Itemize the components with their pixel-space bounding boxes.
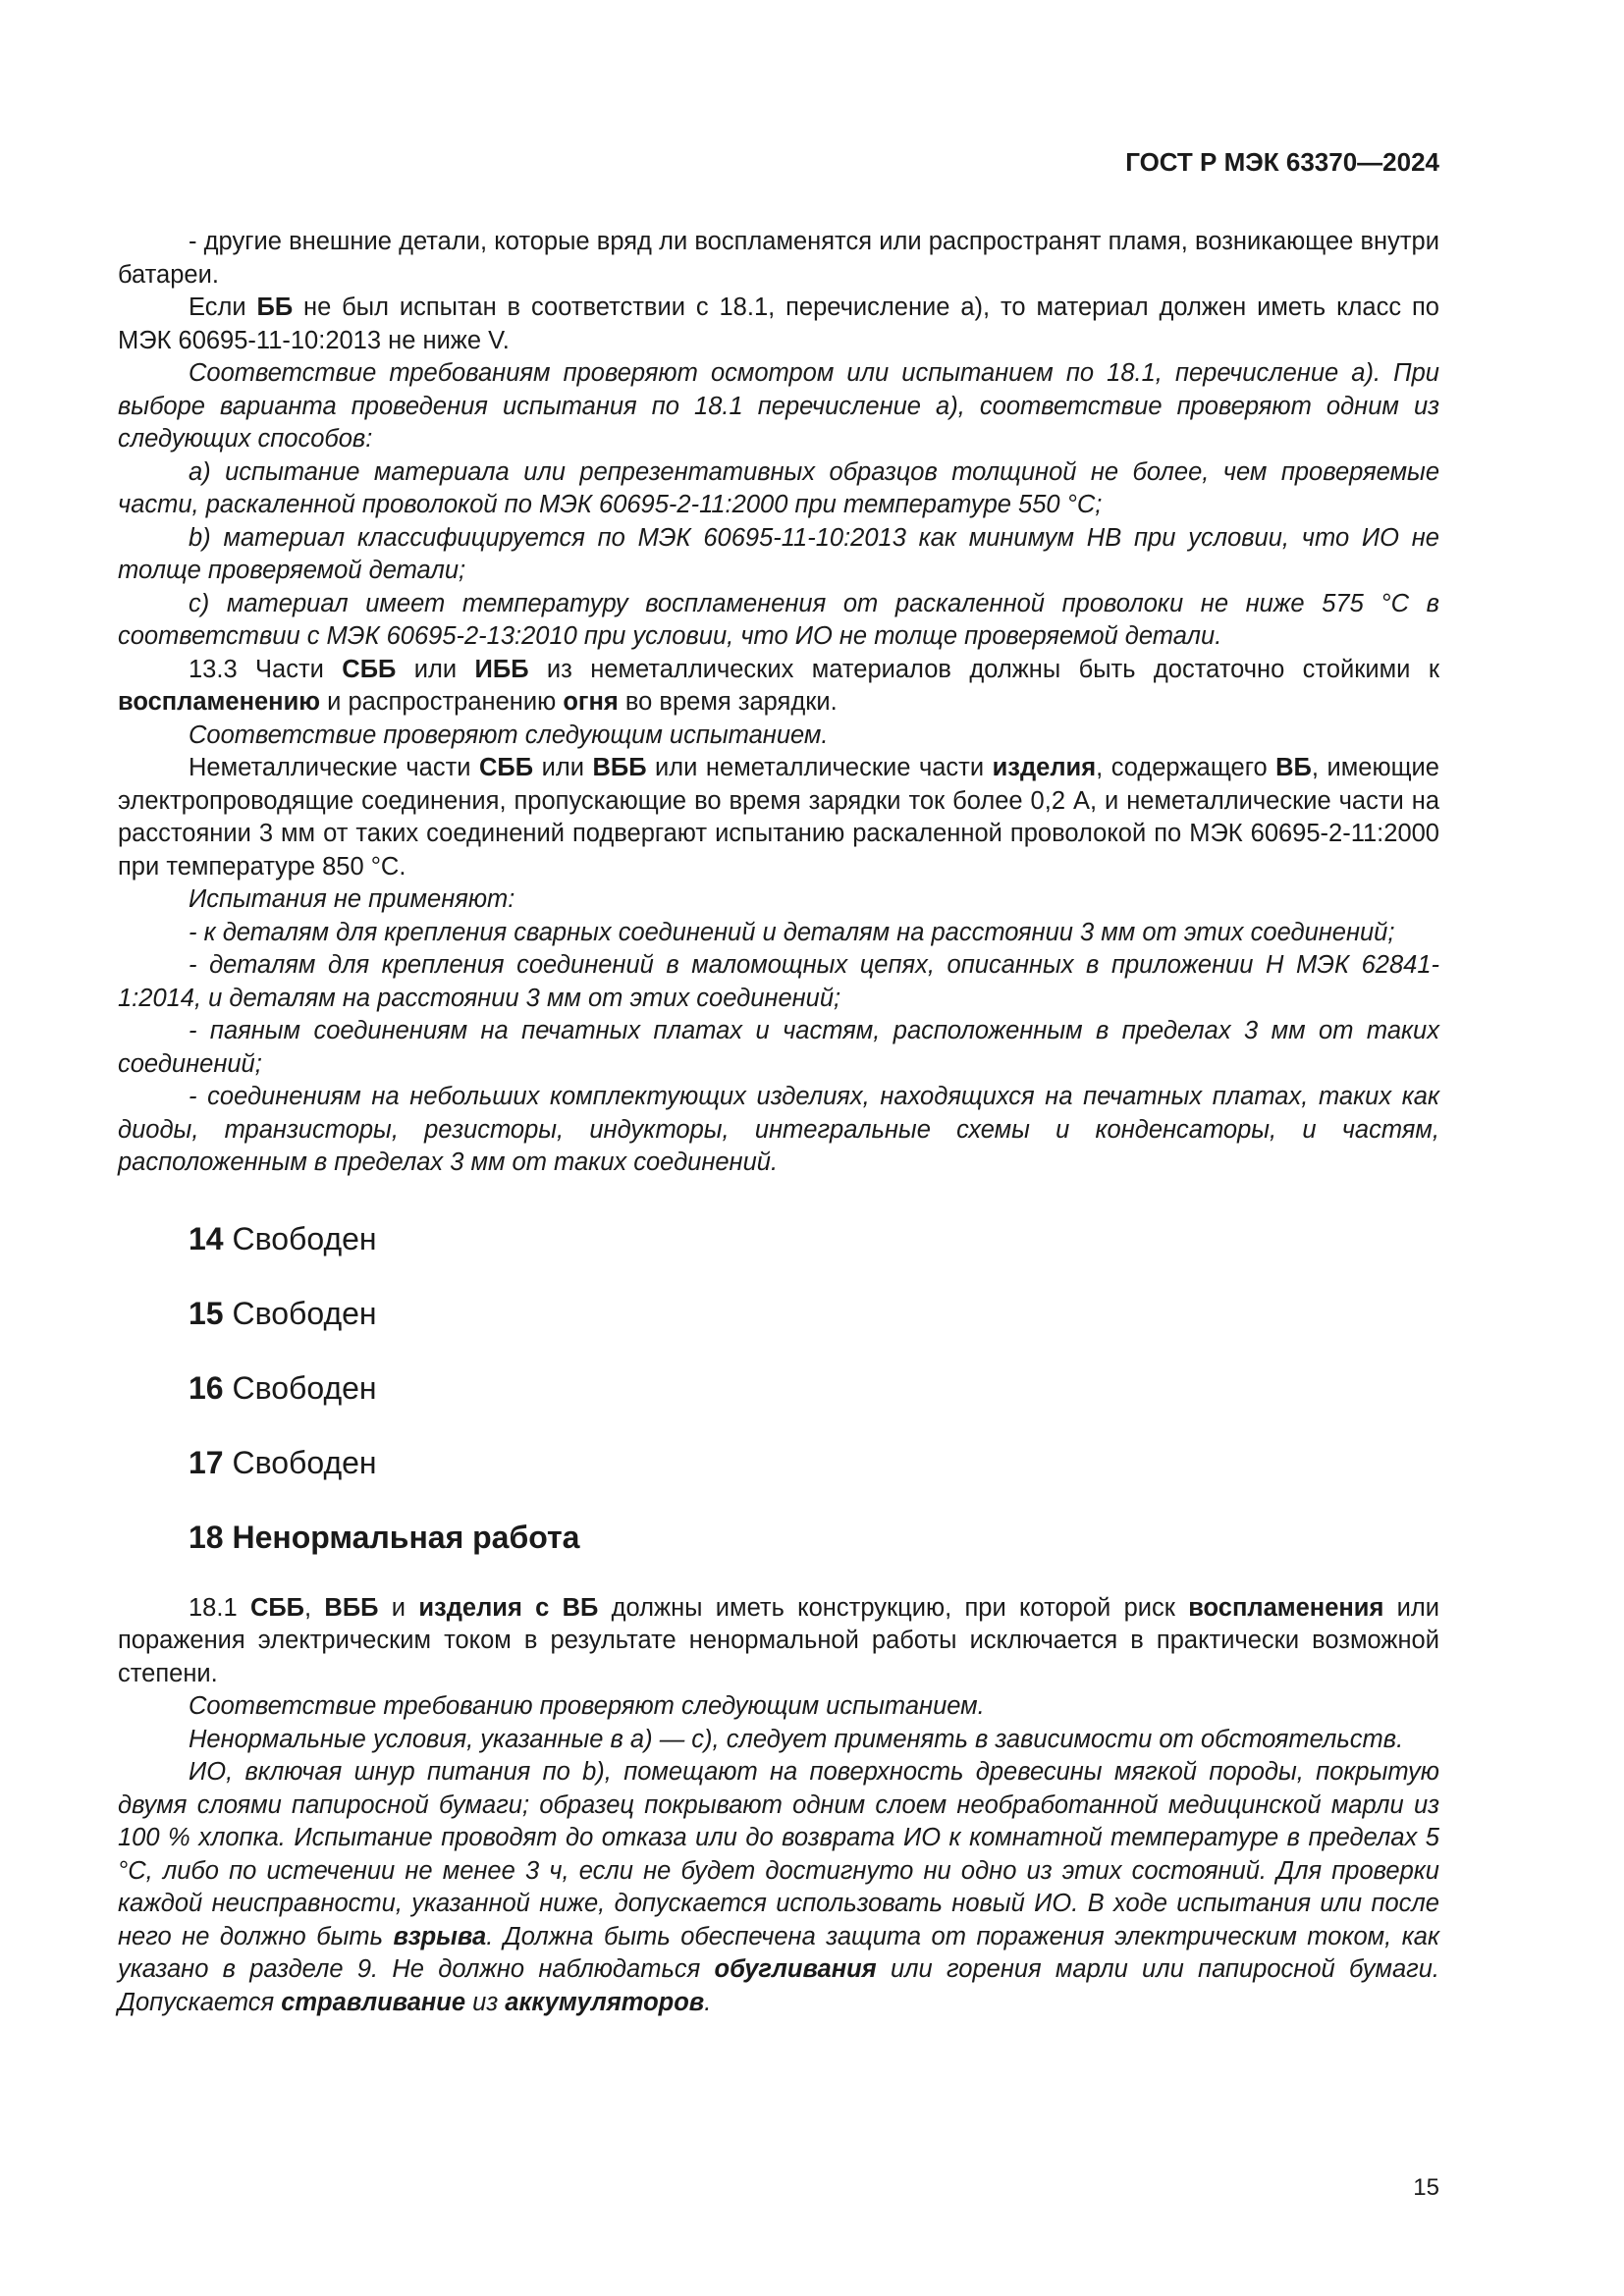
section-heading-14: [189, 1219, 1439, 1258]
text-run: , содержащего: [1096, 754, 1276, 781]
bold-term: аккумуляторов: [505, 1988, 705, 2016]
section-heading-15: [189, 1294, 1439, 1333]
text-run: или поражения электрическим током в результате ненормальной работы исключается в практически возможной степени.: [118, 1593, 1440, 1687]
paragraph: [118, 654, 1439, 720]
section-heading-18: [189, 1518, 1439, 1557]
section-number: 17: [189, 1444, 224, 1480]
text-run: Ненормальные условия, указанные в a) — c), следует применять в зависимости от обстоятельств.: [189, 1725, 1404, 1753]
bold-term: стравливание: [281, 1988, 466, 2016]
section-title: Свободен: [232, 1369, 377, 1406]
bold-term: огня: [563, 688, 619, 716]
section-number: 16: [189, 1369, 224, 1406]
text-run: не был испытан в соответствии с 18.1, перечисление a), то материал должен иметь класс по МЭК 60695-11-10:2013 не ниже V.: [118, 294, 1439, 354]
text-run: ИО, включая шнур питания по b), помещают на поверхность древесины мягкой породы, покрытую двумя слоями папиросной бумаги; образец покрывают одним слоем необработанной медицинской марли из 100 % хлопка. Испытание проводят до отказа или до возврата ИО к комнатной температуре в пределах 5 °C, либо по истечении не менее 3 ч, если не будет достигнуто ни одно из этих состояний. Для проверки каждой неисправности, указанной ниже, допускается использовать новый ИО. В ходе испытания или после него не должно быть: [118, 1758, 1439, 1950]
text-run: c) материал имеет температуру воспламенения от раскаленной проволоки не ниже 575 °C в соответствии с МЭК 60695-2-13:2010 при условии, что ИО не толще проверяемой детали.: [118, 589, 1439, 650]
section-heading-17: [189, 1443, 1439, 1482]
text-run: - паяным соединениям на печатных платах и частям, расположенным в пределах 3 мм от таких соединений;: [118, 1017, 1439, 1078]
bold-term: ББ: [256, 294, 294, 321]
text-run: или горения марли или папиросной бумаги. Допускается: [118, 1955, 1440, 2016]
bold-term: СББ: [249, 1593, 305, 1622]
paragraph: [118, 522, 1439, 588]
paragraph: [118, 1592, 1439, 1691]
text-run: Если: [189, 294, 257, 321]
text-run: - деталям для крепления соединений в маломощных цепях, описанных в приложении Н МЭК 62841-1:2014, и деталям на расстоянии 3 мм от этих соединений;: [118, 951, 1439, 1012]
bold-term: ВББ: [592, 754, 647, 781]
text-run: 13.3 Части: [189, 655, 343, 683]
paragraphs-top: [118, 226, 1439, 1180]
bold-term: ИББ: [474, 655, 529, 683]
text-run: Соответствие требованию проверяют следующим испытанием.: [189, 1692, 985, 1720]
text-run: или: [533, 754, 593, 781]
text-run: Соответствие требованиям проверяют осмотром или испытанием по 18.1, перечисление a). При выборе варианта проведения испытания по 18.1 перечисление a), соответствие проверяют одним из следующих способов:: [118, 359, 1439, 453]
section-heading-16: [189, 1368, 1439, 1408]
text-run: a) испытание материала или репрезентативных образцов толщиной не более, чем проверяемые части, раскаленной проволокой по МЭК 60695-2-11:2000 при температуре 550 °C;: [118, 457, 1439, 518]
paragraph: [118, 1724, 1439, 1757]
bold-term: воспламенения: [1188, 1593, 1384, 1622]
paragraph: [118, 1690, 1439, 1724]
bold-term: взрыва: [393, 1922, 487, 1950]
paragraph: [118, 1081, 1439, 1180]
section-number: 18: [189, 1519, 224, 1555]
bold-term: ВББ: [324, 1593, 379, 1622]
paragraph: [118, 588, 1439, 654]
bold-term: СББ: [342, 655, 397, 683]
text-run: должны иметь конструкцию, при которой риск: [598, 1593, 1189, 1622]
bold-term: ВБ: [1275, 754, 1312, 781]
section-title: Свободен: [232, 1295, 377, 1331]
text-run: - другие внешние детали, которые вряд ли воспламенятся или распространят пламя, возникающее внутри батареи.: [118, 228, 1439, 289]
text-run: 18.1: [189, 1593, 250, 1622]
bold-term: СББ: [479, 754, 534, 781]
bold-term: изделия: [992, 754, 1097, 781]
paragraph: [118, 752, 1439, 883]
text-run: Неметаллические части: [189, 754, 479, 781]
text-run: - соединениям на небольших комплектующих изделиях, находящихся на печатных платах, таких как диоды, транзисторы, резисторы, индукторы, интегральные схемы и конденсаторы, и частям, расположенным в пределах 3 мм от таких соединений.: [118, 1083, 1439, 1176]
text-run: b) материал классифицируется по МЭК 60695-11-10:2013 как минимум HB при условии, что ИО не толще проверяемой детали;: [118, 523, 1439, 584]
bold-term: воспламенению: [118, 688, 321, 716]
paragraph: [118, 1756, 1439, 2019]
paragraph: [118, 456, 1439, 522]
text-run: . Должна быть обеспечена защита от поражения электрическим током, как указано в разделе 9. Не должно наблюдаться: [118, 1922, 1439, 1983]
paragraph: [118, 1015, 1439, 1081]
page-content: [118, 226, 1439, 2019]
paragraph: [118, 292, 1439, 357]
text-run: или: [396, 655, 475, 683]
section-title: Свободен: [232, 1444, 377, 1480]
section-title: Свободен: [232, 1220, 377, 1256]
text-run: из неметаллических материалов должны быть достаточно стойкими к: [528, 655, 1439, 683]
text-run: из: [465, 1988, 506, 2016]
section-number: 14: [189, 1220, 224, 1256]
bold-term: изделия с ВБ: [418, 1593, 599, 1622]
paragraph: [118, 720, 1439, 753]
section-title: Ненормальная работа: [232, 1519, 580, 1555]
text-run: во время зарядки.: [618, 688, 838, 716]
text-run: .: [704, 1988, 712, 2016]
paragraph: [118, 226, 1439, 292]
text-run: - к деталям для крепления сварных соединений и деталям на расстоянии 3 мм от этих соединений;: [189, 918, 1395, 946]
text-run: ,: [304, 1593, 325, 1622]
paragraph: [118, 917, 1439, 950]
paragraph: [118, 883, 1439, 917]
text-run: , имеющие электропроводящие соединения, пропускающие во время зарядки ток более 0,2 А, и неметаллические части на расстоянии 3 мм от таких соединений подвергают испытанию раскаленной проволокой по МЭК 60695-2-11:2000 при температуре 850 °C.: [118, 754, 1439, 881]
bold-term: обугливания: [714, 1955, 877, 1983]
document-code-header: ГОСТ Р МЭК 63370—2024: [1125, 147, 1439, 177]
section-number: 15: [189, 1295, 224, 1331]
free-sections: [118, 1219, 1439, 1482]
page-number: 15: [1413, 2174, 1439, 2201]
text-run: и: [378, 1593, 419, 1622]
text-run: и распространению: [320, 688, 564, 716]
text-run: или неметаллические части: [646, 754, 993, 781]
paragraph: [118, 357, 1439, 456]
paragraphs-bottom: [118, 1592, 1439, 2020]
paragraph: [118, 949, 1439, 1015]
text-run: Испытания не применяют:: [189, 885, 515, 913]
text-run: Соответствие проверяют следующим испытанием.: [189, 721, 829, 749]
